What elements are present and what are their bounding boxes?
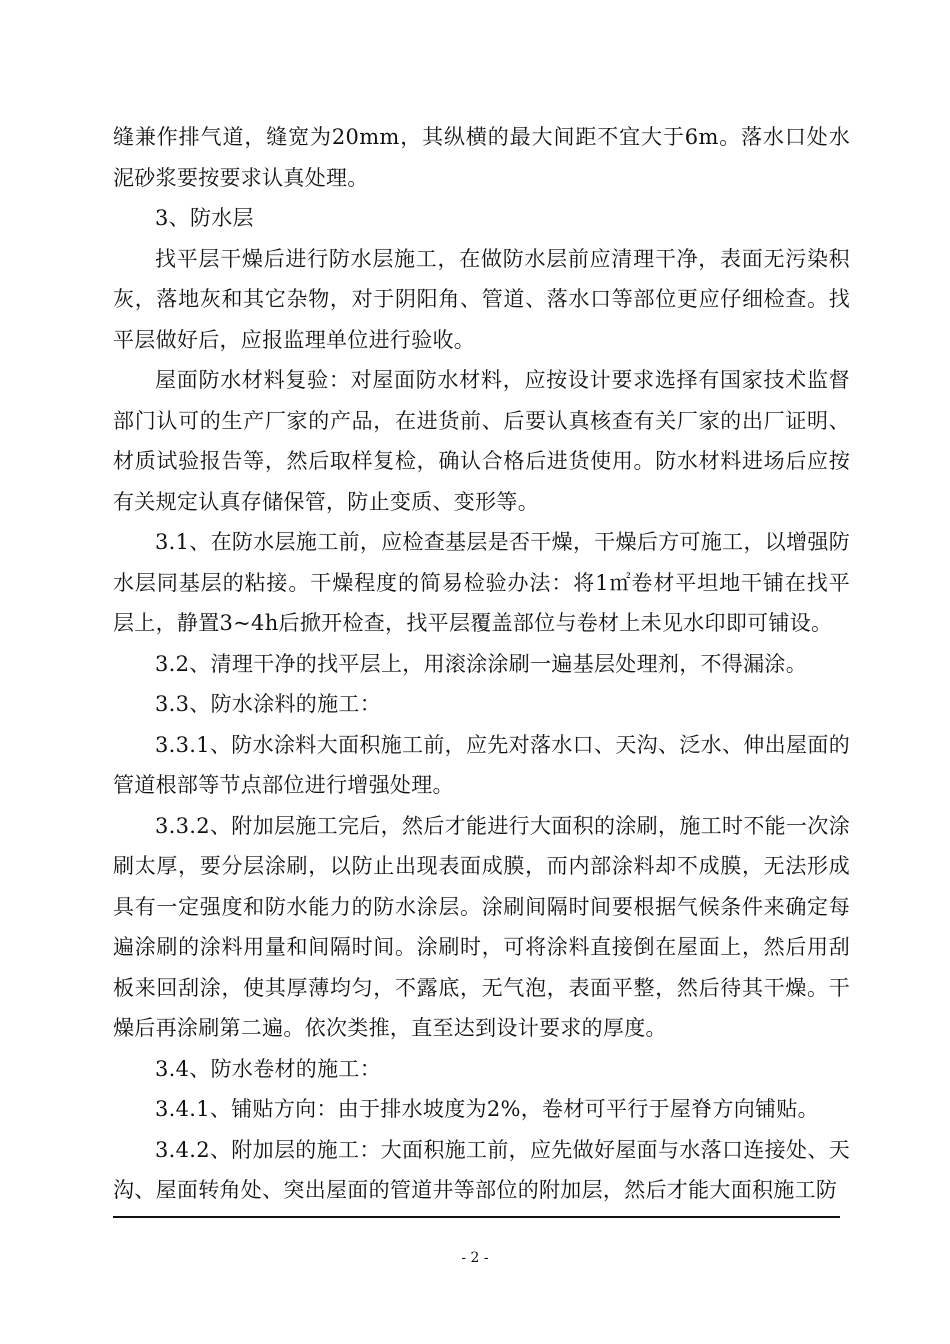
document-body [113, 117, 850, 1211]
paragraph-continuation: 缝兼作排气道，缝宽为20mm，其纵横的最大间距不宜大于6m。落水口处水泥砂浆要按要求认真处理。 [113, 125, 850, 190]
paragraph-3-2: 3.2、清理干净的找平层上，用滚涂涂刷一遍基层处理剂，不得漏涂。 [155, 651, 807, 676]
paragraph-3-1: 3.1、在防水层施工前，应检查基层是否干燥，干燥后方可施工，以增强防水层同基层的粘接。干燥程度的简易检验办法：将1㎡卷材平坦地干铺在找平层上，静置3~4h后掀开检查，找平层覆盖部位与卷材上未见水印即可铺设。 [113, 530, 850, 635]
paragraph-material-recheck: 屋面防水材料复验：对屋面防水材料，应按设计要求选择有国家技术监督部门认可的生产厂家的产品，在进货前、后要认真核查有关厂家的出厂证明、材质试验报告等，然后取样复检，确认合格后进货使用。防水材料进场后应按有关规定认真存储保管，防止变质、变形等。 [113, 368, 850, 514]
paragraph-leveling-layer: 找平层干燥后进行防水层施工，在做防水层前应清理干净，表面无污染积灰，落地灰和其它杂物，对于阴阳角、管道、落水口等部位更应仔细检查。找平层做好后，应报监理单位进行验收。 [113, 246, 850, 352]
page-number: - 2 - [461, 1250, 489, 1266]
paragraph-3-3-2: 3.3.2、附加层施工完后，然后才能进行大面积的涂刷，施工时不能一次涂刷太厚，要分层涂刷，以防止出现表面成膜，而内部涂料却不成膜，无法形成具有一定强度和防水能力的防水涂层。涂刷间隔时间要根据气候条件来确定每遍涂刷的涂料用量和间隔时间。涂刷时，可将涂料直接倒在屋面上，然后用刮板来回刮涂，使其厚薄均匀，不露底，无气泡，表面平整，然后待其干燥。干燥后再涂刷第二遍。依次类推，直至达到设计要求的厚度。 [113, 813, 850, 1040]
paragraph-3-4-2: 3.4.2、附加层的施工：大面积施工前，应先做好屋面与水落口连接处、天沟、屋面转角处、突出屋面的管道井等部位的附加层，然后才能大面积施工防 [113, 1137, 850, 1202]
footer-divider [113, 1216, 840, 1218]
section-heading-3-4: 3.4、防水卷材的施工： [155, 1056, 381, 1081]
section-heading-3: 3、防水层 [155, 206, 254, 230]
paragraph-3-3-1: 3.3.1、防水涂料大面积施工前，应先对落水口、天沟、泛水、伸出屋面的管道根部等节点部位进行增强处理。 [113, 732, 850, 797]
paragraph-3-4-1: 3.4.1、铺贴方向：由于排水坡度为2%，卷材可平行于屋脊方向铺贴。 [155, 1097, 819, 1121]
section-heading-3-3: 3.3、防水涂料的施工： [155, 692, 381, 716]
